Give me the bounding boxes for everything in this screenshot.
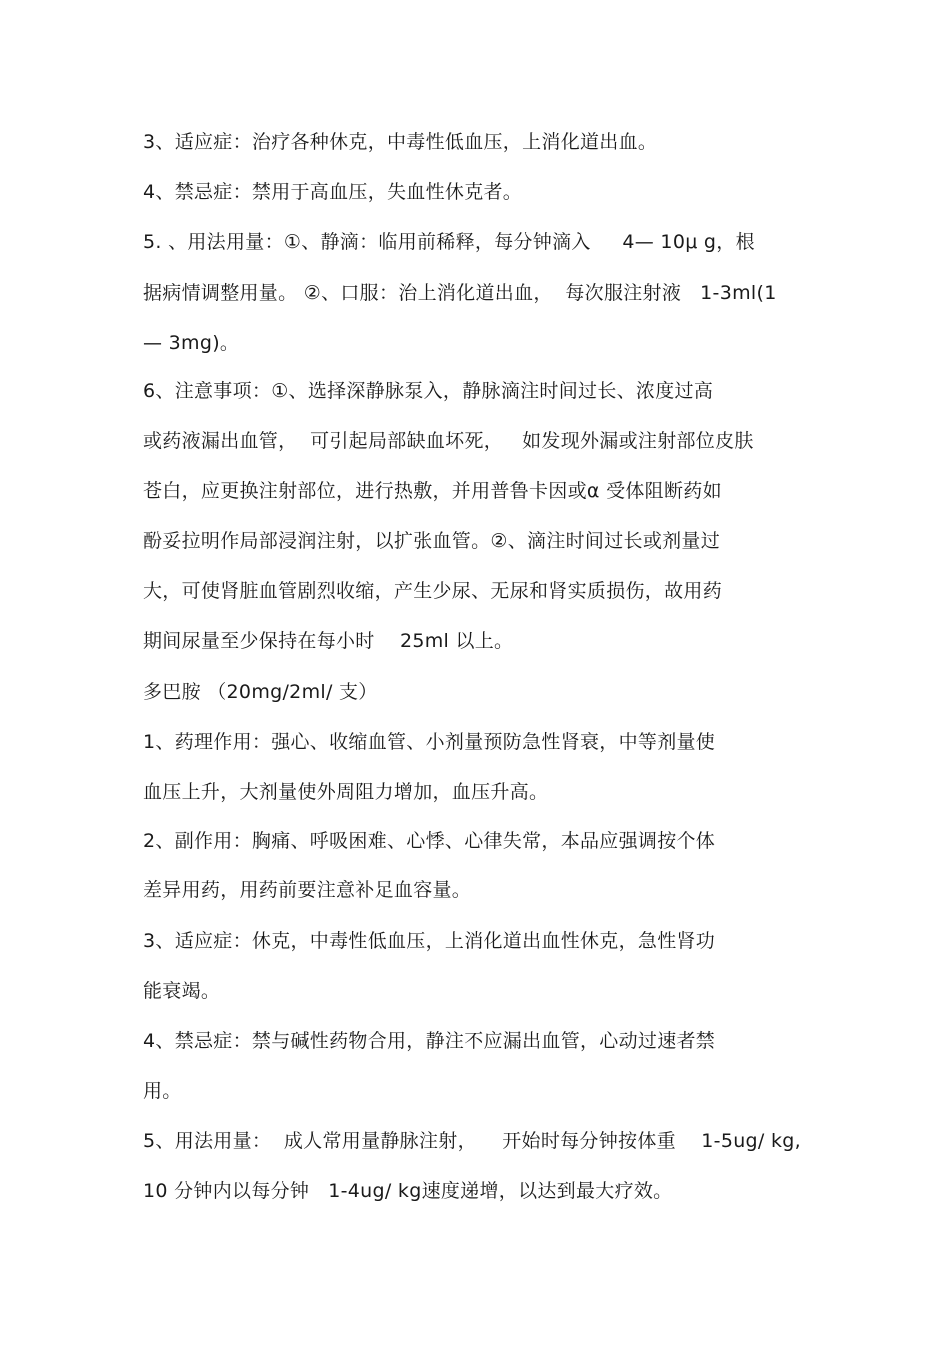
text-line: 期间尿量至少保持在每小时 25ml 以上。 — [143, 630, 514, 652]
text-line: 10 分钟内以每分钟 1-4ug/ kg速度递增，以达到最大疗效。 — [143, 1180, 673, 1202]
section-heading: 多巴胺 （20mg/2ml/ 支） — [143, 681, 378, 703]
text-line: 苍白，应更换注射部位，进行热敷，并用普鲁卡因或α 受体阻断药如 — [143, 480, 722, 502]
text-line: 6、注意事项：①、选择深静脉泵入，静脉滴注时间过长、浓度过高 — [143, 380, 714, 402]
text-line: 据病情调整用量。 ②、口服：治上消化道出血， 每次服注射液 1-3ml(1 — [143, 282, 777, 304]
text-line: — 3mg)。 — [143, 332, 240, 354]
text-line: 4、禁忌症：禁与碱性药物合用，静注不应漏出血管，心动过速者禁 — [143, 1030, 716, 1052]
text-line: 用。 — [143, 1080, 182, 1102]
text-line: 3、适应症：治疗各种休克，中毒性低血压，上消化道出血。 — [143, 131, 658, 153]
text-line: 能衰竭。 — [143, 980, 221, 1002]
text-line: 大，可使肾脏血管剧烈收缩，产生少尿、无尿和肾实质损伤，故用药 — [143, 580, 723, 602]
text-line: 血压上升，大剂量使外周阻力增加，血压升高。 — [143, 781, 549, 803]
text-line: 5. 、用法用量：①、静滴：临用前稀释，每分钟滴入 4— 10μ g，根 — [143, 231, 755, 253]
text-line: 1、药理作用：强心、收缩血管、小剂量预防急性肾衰，中等剂量使 — [143, 731, 716, 753]
text-line: 酚妥拉明作局部浸润注射，以扩张血管。②、滴注时间过长或剂量过 — [143, 530, 721, 552]
text-line: 2、副作用：胸痛、呼吸困难、心悸、心律失常，本品应强调按个体 — [143, 830, 716, 852]
text-line: 差异用药，用药前要注意补足血容量。 — [143, 879, 472, 901]
text-line: 或药液漏出血管， 可引起局部缺血坏死， 如发现外漏或注射部位皮肤 — [143, 430, 754, 452]
text-line: 3、适应症：休克，中毒性低血压，上消化道出血性休克，急性肾功 — [143, 930, 716, 952]
text-line: 5、用法用量： 成人常用量静脉注射， 开始时每分钟按体重 1-5ug/ kg, — [143, 1130, 801, 1152]
text-line: 4、禁忌症：禁用于高血压，失血性休克者。 — [143, 181, 523, 203]
